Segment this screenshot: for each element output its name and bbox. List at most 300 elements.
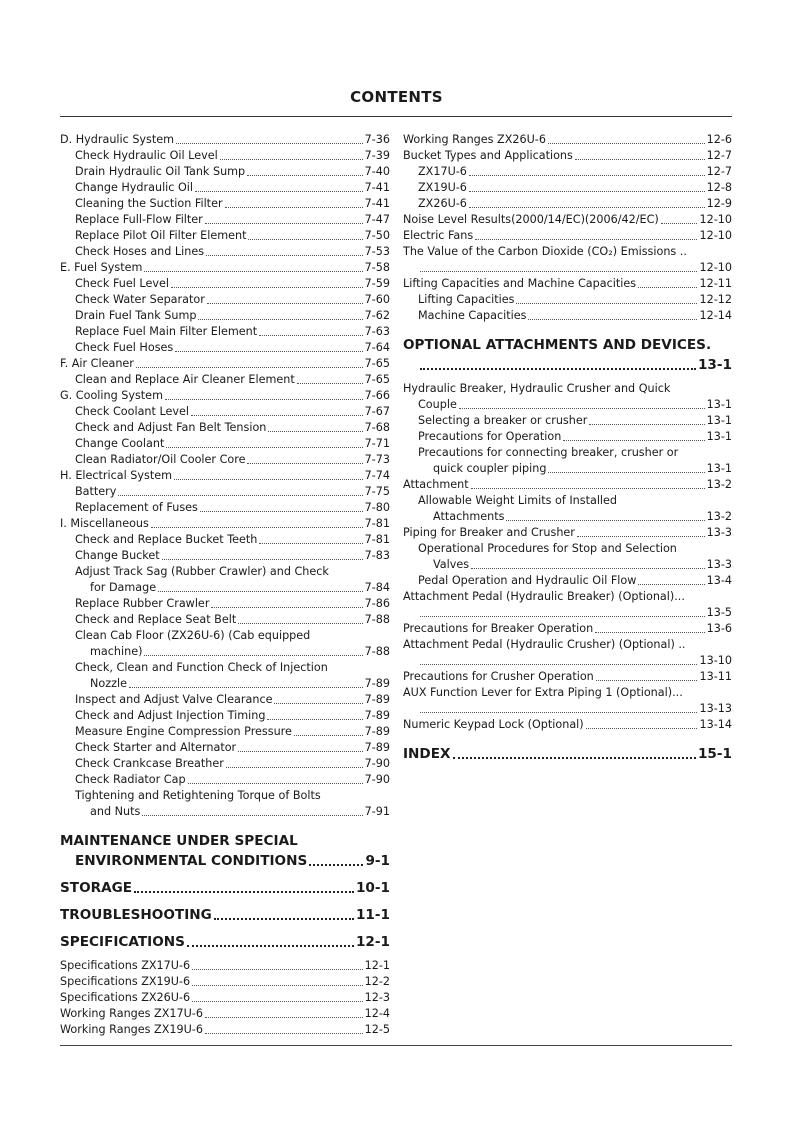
- dot-leader: [459, 408, 705, 409]
- toc-entry-label: Electric Fans: [403, 229, 474, 242]
- dot-leader: [469, 175, 705, 176]
- toc-entry-check-and-replace-bucket-teeth[interactable]: [60, 532, 390, 548]
- dot-leader: [134, 891, 354, 893]
- toc-entry-label: Couple: [418, 398, 457, 411]
- toc-page-number: 10-1: [355, 880, 390, 896]
- toc-entry-label: Working Ranges ZX19U-6: [60, 1023, 203, 1036]
- toc-page-number: 12-12: [699, 293, 732, 306]
- toc-right-column: [403, 132, 732, 764]
- toc-entry-measure-engine-compression-pressure[interactable]: [60, 724, 390, 740]
- toc-entry-label: machine): [90, 645, 143, 658]
- toc-entry-check-and-replace-seat-belt[interactable]: [60, 612, 390, 628]
- toc-page-number: 7-71: [364, 437, 390, 450]
- toc-entry-label: Working Ranges ZX17U-6: [60, 1007, 203, 1020]
- toc-entry-label: ZX26U-6: [418, 197, 467, 210]
- toc-entry-check-and-adjust-fan-belt-tension[interactable]: [60, 420, 390, 436]
- toc-entry-label: Specifications ZX19U-6: [60, 975, 191, 988]
- toc-page-number: 7-84: [364, 581, 390, 594]
- toc-page-number: 13-11: [699, 670, 732, 683]
- toc-entry-label: Check and Adjust Fan Belt Tension: [75, 421, 267, 434]
- toc-page-number: 7-62: [364, 309, 390, 322]
- toc-entry-replace-fuel-main-filter-element[interactable]: [60, 324, 390, 340]
- toc-entry-label: INDEX: [403, 746, 451, 762]
- toc-page-number: 7-73: [364, 453, 390, 466]
- toc-entry-specifications-zx19u-6[interactable]: [60, 974, 390, 990]
- toc-page-number: 7-88: [364, 613, 390, 626]
- toc-entry-label: Check Water Separator: [75, 293, 205, 306]
- toc-page-number: 13-2: [706, 478, 732, 491]
- toc-page-number: 13-3: [706, 526, 732, 539]
- toc-entry-label: Bucket Types and Applications: [403, 149, 573, 162]
- dot-leader: [151, 527, 363, 528]
- toc-entry-label: AUX Function Lever for Extra Piping 1 (Optional)...: [403, 686, 683, 699]
- toc-page-number: 7-89: [364, 709, 390, 722]
- toc-entry-label: Check Fuel Hoses: [75, 341, 174, 354]
- toc-entry-battery[interactable]: [60, 484, 390, 500]
- toc-entry-label: for Damage: [90, 581, 157, 594]
- toc-entry-check-crankcase-breather[interactable]: [60, 756, 390, 772]
- toc-page-number: 13-1: [706, 430, 732, 443]
- toc-entry-hydraulic-breaker-hydraulic-crusher-and-[interactable]: [403, 381, 732, 413]
- toc-page-number: 13-1: [706, 462, 732, 475]
- toc-entry-label: Check and Replace Bucket Teeth: [75, 533, 258, 546]
- toc-entry-f-air-cleaner[interactable]: [60, 356, 390, 372]
- dot-leader: [638, 287, 697, 288]
- toc-entry-label: Noise Level Results(2000/14/EC)(2006/42/EC): [403, 213, 659, 226]
- toc-entry-label: Tightening and Retightening Torque of Bolts: [75, 789, 321, 802]
- toc-entry-label: Check Fuel Level: [75, 277, 169, 290]
- toc-entry-label: Change Bucket: [75, 549, 160, 562]
- dot-leader: [238, 623, 362, 624]
- toc-entry-label: TROUBLESHOOTING: [60, 907, 212, 923]
- toc-entry-label: ZX19U-6: [418, 181, 467, 194]
- toc-page-number: 7-90: [364, 757, 390, 770]
- toc-entry-tightening-and-retightening-torque-of-bo[interactable]: [60, 788, 390, 820]
- toc-entry-label: Check Hydraulic Oil Level: [75, 149, 218, 162]
- toc-entry-inspect-and-adjust-valve-clearance[interactable]: [60, 692, 390, 708]
- dot-leader: [469, 191, 705, 192]
- toc-entry-check-water-separator[interactable]: [60, 292, 390, 308]
- dot-leader: [192, 1001, 362, 1002]
- toc-page-number: 7-81: [364, 517, 390, 530]
- toc-page-number: 7-74: [364, 469, 390, 482]
- dot-leader: [274, 703, 362, 704]
- toc-entry-numeric-keypad-lock-optional[interactable]: [403, 717, 732, 733]
- toc-page-number: 12-6: [706, 133, 732, 146]
- toc-entry-h-electrical-system[interactable]: [60, 468, 390, 484]
- toc-entry-label: Specifications ZX26U-6: [60, 991, 191, 1004]
- dot-leader: [175, 351, 362, 352]
- dot-leader: [162, 559, 363, 560]
- toc-entry-precautions-for-crusher-operation[interactable]: [403, 669, 732, 685]
- toc-page-number: 13-3: [706, 558, 732, 571]
- dot-leader: [188, 783, 363, 784]
- toc-entry-label: Piping for Breaker and Crusher: [403, 526, 575, 539]
- toc-page-number: 13-4: [706, 574, 732, 587]
- toc-page-number: 7-75: [364, 485, 390, 498]
- toc-entry-drain-hydraulic-oil-tank-sump[interactable]: [60, 164, 390, 180]
- dot-leader: [166, 447, 362, 448]
- toc-entry-label: Allowable Weight Limits of Installed: [418, 494, 618, 507]
- toc-entry-cleaning-the-suction-filter[interactable]: [60, 196, 390, 212]
- dot-leader: [589, 424, 704, 425]
- toc-entry-check-starter-and-alternator[interactable]: [60, 740, 390, 756]
- toc-entry-troubleshooting[interactable]: [60, 905, 390, 925]
- toc-page-number: 7-66: [364, 389, 390, 402]
- header-rule: [60, 116, 732, 117]
- toc-entry-label: Operational Procedures for Stop and Selection: [418, 542, 677, 555]
- toc-entry-optional-attachments-and-devices[interactable]: [403, 335, 732, 375]
- toc-entry-label: Clean and Replace Air Cleaner Element: [75, 373, 295, 386]
- dot-leader: [548, 472, 704, 473]
- toc-entry-label: Precautions for Operation: [418, 430, 562, 443]
- dot-leader: [220, 159, 363, 160]
- toc-entry-label: F. Air Cleaner: [60, 357, 134, 370]
- toc-entry-adjust-track-sag-rubber-crawler-and-chec[interactable]: [60, 564, 390, 596]
- toc-entry-label: Replace Rubber Crawler: [75, 597, 210, 610]
- toc-entry-label: SPECIFICATIONS: [60, 934, 185, 950]
- toc-entry-working-ranges-zx17u-6[interactable]: [60, 1006, 390, 1022]
- toc-page-number: 7-65: [364, 373, 390, 386]
- toc-entry-attachment[interactable]: [403, 477, 732, 493]
- toc-entry-precautions-for-breaker-operation[interactable]: [403, 621, 732, 637]
- toc-page-number: 7-83: [364, 549, 390, 562]
- toc-page-number: 7-53: [364, 245, 390, 258]
- dot-leader: [191, 415, 363, 416]
- toc-entry-label: Check Radiator Cap: [75, 773, 186, 786]
- toc-entry-label: ZX17U-6: [418, 165, 467, 178]
- toc-entry-label: Inspect and Adjust Valve Clearance: [75, 693, 273, 706]
- toc-entry-drain-fuel-tank-sump[interactable]: [60, 308, 390, 324]
- toc-entry-attachment-pedal-hydraulic-breaker-optio[interactable]: [403, 589, 732, 621]
- toc-entry-label: Change Hydraulic Oil: [75, 181, 194, 194]
- toc-entry-specifications-zx17u-6[interactable]: [60, 958, 390, 974]
- toc-page-number: 7-91: [364, 805, 390, 818]
- toc-entry-label: Check Coolant Level: [75, 405, 189, 418]
- dot-leader: [174, 479, 363, 480]
- toc-entry-label: Lifting Capacities: [418, 293, 515, 306]
- toc-entry-label: Precautions for Crusher Operation: [403, 670, 594, 683]
- toc-entry-g-cooling-system[interactable]: [60, 388, 390, 404]
- toc-entry-label: quick coupler piping: [433, 462, 547, 475]
- toc-page-number: 13-1: [706, 398, 732, 411]
- dot-leader: [453, 757, 696, 759]
- toc-entry-electric-fans[interactable]: [403, 228, 732, 244]
- toc-page-number: 7-67: [364, 405, 390, 418]
- toc-entry-check-and-adjust-injection-timing[interactable]: [60, 708, 390, 724]
- dot-leader: [248, 239, 362, 240]
- toc-entry-label: E. Fuel System: [60, 261, 143, 274]
- toc-page-number: 7-89: [364, 725, 390, 738]
- toc-entry-lifting-capacities-and-machine-capacitie[interactable]: [403, 276, 732, 292]
- toc-entry-check-fuel-hoses[interactable]: [60, 340, 390, 356]
- toc-entry-operational-procedures-for-stop-and-sele[interactable]: [403, 541, 732, 573]
- dot-leader: [259, 543, 362, 544]
- dot-leader: [475, 239, 697, 240]
- toc-page-number: 12-10: [699, 261, 732, 274]
- toc-entry-change-bucket[interactable]: [60, 548, 390, 564]
- toc-entry-label: G. Cooling System: [60, 389, 163, 402]
- dot-leader: [192, 969, 362, 970]
- toc-entry-specifications[interactable]: [60, 932, 390, 952]
- dot-leader: [267, 719, 362, 720]
- toc-page-number: 11-1: [355, 907, 390, 923]
- page-title: CONTENTS: [350, 88, 443, 106]
- dot-leader: [577, 536, 705, 537]
- toc-entry-replace-full-flow-filter[interactable]: [60, 212, 390, 228]
- toc-entry-label: H. Electrical System: [60, 469, 173, 482]
- dot-leader: [200, 511, 363, 512]
- toc-entry-label: Attachments: [433, 510, 505, 523]
- dot-leader: [528, 319, 697, 320]
- toc-entry-zx26u-6[interactable]: [403, 196, 732, 212]
- toc-page-number: 7-47: [364, 213, 390, 226]
- dot-leader: [171, 287, 363, 288]
- toc-entry-label: Selecting a breaker or crusher: [418, 414, 588, 427]
- toc-left-column: [60, 132, 390, 1038]
- toc-page-number: 7-86: [364, 597, 390, 610]
- dot-leader: [563, 440, 704, 441]
- toc-page-number: 12-11: [699, 277, 732, 290]
- toc-entry-replacement-of-fuses[interactable]: [60, 500, 390, 516]
- toc-entry-bucket-types-and-applications[interactable]: [403, 148, 732, 164]
- toc-entry-noise-level-results-2000-14-ec-2006-42-e[interactable]: [403, 212, 732, 228]
- toc-entry-machine-capacities[interactable]: [403, 308, 732, 324]
- toc-entry-label: Cleaning the Suction Filter: [75, 197, 223, 210]
- dot-leader: [596, 680, 698, 681]
- dot-leader: [297, 383, 363, 384]
- toc-entry-replace-pilot-oil-filter-element[interactable]: [60, 228, 390, 244]
- dot-leader: [205, 223, 363, 224]
- toc-entry-label: Replace Full-Flow Filter: [75, 213, 203, 226]
- toc-entry-the-value-of-the-carbon-dioxide-co-emiss[interactable]: [403, 244, 732, 276]
- toc-entry-zx19u-6[interactable]: [403, 180, 732, 196]
- toc-page-number: 12-8: [706, 181, 732, 194]
- toc-page-number: 7-89: [364, 677, 390, 690]
- toc-entry-label: Drain Hydraulic Oil Tank Sump: [75, 165, 246, 178]
- dot-leader: [661, 223, 698, 224]
- toc-entry-label: STORAGE: [60, 880, 133, 896]
- toc-page-number: 7-41: [364, 197, 390, 210]
- dot-leader: [238, 751, 362, 752]
- toc-entry-label: Check Starter and Alternator: [75, 741, 237, 754]
- toc-entry-label: Valves: [433, 558, 470, 571]
- dot-leader: [638, 584, 704, 585]
- footer-rule: [60, 1045, 732, 1046]
- dot-leader: [225, 207, 363, 208]
- toc-entry-label: Check, Clean and Function Check of Injection: [75, 661, 328, 674]
- dot-leader: [142, 815, 362, 816]
- toc-page-number: 13-14: [699, 718, 732, 731]
- dot-leader: [516, 303, 697, 304]
- toc-page-number: 7-65: [364, 357, 390, 370]
- dot-leader: [136, 367, 363, 368]
- toc-page-number: 7-89: [364, 741, 390, 754]
- toc-entry-e-fuel-system[interactable]: [60, 260, 390, 276]
- toc-page-number: 12-4: [364, 1007, 390, 1020]
- dot-leader: [471, 488, 705, 489]
- dot-leader: [420, 664, 697, 665]
- toc-entry-clean-and-replace-air-cleaner-element[interactable]: [60, 372, 390, 388]
- toc-entry-clean-radiator-oil-cooler-core[interactable]: [60, 452, 390, 468]
- toc-page-number: 13-1: [706, 414, 732, 427]
- dot-leader: [294, 735, 363, 736]
- toc-entry-check-clean-and-function-check-of-inject[interactable]: [60, 660, 390, 692]
- toc-entry-i-miscellaneous[interactable]: [60, 516, 390, 532]
- toc-page-number: 13-5: [706, 606, 732, 619]
- dot-leader: [144, 655, 362, 656]
- toc-page-number: 7-50: [364, 229, 390, 242]
- toc-page-number: 12-10: [699, 213, 732, 226]
- toc-page-number: 12-1: [364, 959, 390, 972]
- toc-entry-attachment-pedal-hydraulic-crusher-optio[interactable]: [403, 637, 732, 669]
- dot-leader: [268, 431, 362, 432]
- dot-leader: [205, 1017, 363, 1018]
- toc-entry-precautions-for-connecting-breaker-crush[interactable]: [403, 445, 732, 477]
- dot-leader: [575, 159, 705, 160]
- toc-entry-label: ENVIRONMENTAL CONDITIONS: [75, 853, 308, 869]
- dot-leader: [595, 632, 704, 633]
- dot-leader: [176, 143, 363, 144]
- toc-page-number: 7-80: [364, 501, 390, 514]
- toc-entry-label: D. Hydraulic System: [60, 133, 175, 146]
- dot-leader: [548, 143, 705, 144]
- toc-entry-check-radiator-cap[interactable]: [60, 772, 390, 788]
- toc-entry-label: Attachment Pedal (Hydraulic Breaker) (Optional)...: [403, 590, 685, 603]
- toc-entry-allowable-weight-limits-of-installed[interactable]: [403, 493, 732, 525]
- dot-leader: [187, 945, 354, 947]
- toc-page-number: 12-7: [706, 165, 732, 178]
- dot-leader: [192, 985, 362, 986]
- toc-page-number: 7-88: [364, 645, 390, 658]
- toc-entry-pedal-operation-and-hydraulic-oil-flow[interactable]: [403, 573, 732, 589]
- toc-entry-check-coolant-level[interactable]: [60, 404, 390, 420]
- toc-page-number: 7-89: [364, 693, 390, 706]
- toc-entry-label: Pedal Operation and Hydraulic Oil Flow: [418, 574, 637, 587]
- toc-page-number: 12-14: [699, 309, 732, 322]
- dot-leader: [205, 1033, 363, 1034]
- toc-entry-working-ranges-zx26u-6[interactable]: [403, 132, 732, 148]
- toc-page-number: 7-90: [364, 773, 390, 786]
- toc-page-number: 7-40: [364, 165, 390, 178]
- dot-leader: [198, 319, 362, 320]
- toc-page-number: 9-1: [365, 853, 390, 869]
- toc-entry-label: I. Miscellaneous: [60, 517, 149, 530]
- toc-page-number: 7-60: [364, 293, 390, 306]
- toc-entry-check-hoses-and-lines[interactable]: [60, 244, 390, 260]
- toc-entry-change-coolant[interactable]: [60, 436, 390, 452]
- toc-entry-precautions-for-operation[interactable]: [403, 429, 732, 445]
- toc-entry-label: Attachment: [403, 478, 469, 491]
- toc-entry-label: Precautions for Breaker Operation: [403, 622, 594, 635]
- dot-leader: [214, 918, 354, 920]
- toc-entry-aux-function-lever-for-extra-piping-1-op[interactable]: [403, 685, 732, 717]
- dot-leader: [420, 271, 697, 272]
- toc-entry-lifting-capacities[interactable]: [403, 292, 732, 308]
- toc-page-number: 13-10: [699, 654, 732, 667]
- toc-entry-index[interactable]: [403, 744, 732, 764]
- toc-page-number: 7-58: [364, 261, 390, 274]
- toc-entry-label: Battery: [75, 485, 117, 498]
- toc-page-number: 7-81: [364, 533, 390, 546]
- toc-page-number: 12-3: [364, 991, 390, 1004]
- dot-leader: [259, 335, 362, 336]
- toc-page-number: 12-1: [355, 934, 390, 950]
- toc-entry-label: Clean Radiator/Oil Cooler Core: [75, 453, 246, 466]
- toc-entry-clean-cab-floor-zx26u-6-cab-equipped[interactable]: [60, 628, 390, 660]
- toc-entry-label: MAINTENANCE UNDER SPECIAL: [60, 833, 298, 849]
- toc-page-number: 7-36: [364, 133, 390, 146]
- toc-entry-label: Check Hoses and Lines: [75, 245, 205, 258]
- toc-entry-label: Machine Capacities: [418, 309, 527, 322]
- dot-leader: [129, 687, 363, 688]
- toc-entry-label: and Nuts: [90, 805, 141, 818]
- toc-page-number: 12-7: [706, 149, 732, 162]
- dot-leader: [469, 207, 705, 208]
- toc-entry-label: Replace Pilot Oil Filter Element: [75, 229, 247, 242]
- toc-page-number: 7-39: [364, 149, 390, 162]
- toc-entry-label: Nozzle: [90, 677, 127, 690]
- toc-entry-label: Adjust Track Sag (Rubber Crawler) and Check: [75, 565, 329, 578]
- dot-leader: [506, 520, 704, 521]
- dot-leader: [247, 463, 362, 464]
- toc-page-number: 7-63: [364, 325, 390, 338]
- toc-entry-storage[interactable]: [60, 878, 390, 898]
- toc-entry-label: The Value of the Carbon Dioxide (CO₂) Emissions ..: [403, 245, 687, 258]
- toc-entry-replace-rubber-crawler[interactable]: [60, 596, 390, 612]
- toc-entry-label: Replace Fuel Main Filter Element: [75, 325, 258, 338]
- toc-entry-label: Measure Engine Compression Pressure: [75, 725, 292, 738]
- toc-entry-label: Check and Adjust Injection Timing: [75, 709, 266, 722]
- toc-page-number: 13-6: [706, 622, 732, 635]
- toc-page-number: 12-2: [364, 975, 390, 988]
- toc-page-number: 12-10: [699, 229, 732, 242]
- dot-leader: [226, 767, 363, 768]
- toc-entry-label: Replacement of Fuses: [75, 501, 198, 514]
- toc-entry-label: Drain Fuel Tank Sump: [75, 309, 197, 322]
- dot-leader: [158, 591, 362, 592]
- toc-entry-zx17u-6[interactable]: [403, 164, 732, 180]
- toc-entry-maintenance-under-special[interactable]: [60, 831, 390, 871]
- toc-page-number: 12-9: [706, 197, 732, 210]
- toc-page-number: 13-13: [699, 702, 732, 715]
- dot-leader: [471, 568, 705, 569]
- toc-entry-label: Hydraulic Breaker, Hydraulic Crusher and Quick: [403, 382, 671, 395]
- toc-entry-d-hydraulic-system[interactable]: [60, 132, 390, 148]
- toc-entry-specifications-zx26u-6[interactable]: [60, 990, 390, 1006]
- toc-page-number: 12-5: [364, 1023, 390, 1036]
- dot-leader: [420, 368, 696, 370]
- toc-page-number: 13-1: [697, 357, 732, 373]
- toc-page-number: 7-68: [364, 421, 390, 434]
- dot-leader: [195, 191, 363, 192]
- dot-leader: [118, 495, 362, 496]
- toc-entry-change-hydraulic-oil[interactable]: [60, 180, 390, 196]
- toc-entry-check-fuel-level[interactable]: [60, 276, 390, 292]
- dot-leader: [165, 399, 363, 400]
- toc-page-number: 7-41: [364, 181, 390, 194]
- toc-entry-check-hydraulic-oil-level[interactable]: [60, 148, 390, 164]
- dot-leader: [309, 864, 363, 866]
- toc-entry-piping-for-breaker-and-crusher[interactable]: [403, 525, 732, 541]
- toc-entry-label: Specifications ZX17U-6: [60, 959, 191, 972]
- toc-entry-working-ranges-zx19u-6[interactable]: [60, 1022, 390, 1038]
- toc-page-number: 13-2: [706, 510, 732, 523]
- toc-entry-selecting-a-breaker-or-crusher[interactable]: [403, 413, 732, 429]
- dot-leader: [144, 271, 362, 272]
- dot-leader: [247, 175, 362, 176]
- dot-leader: [420, 712, 697, 713]
